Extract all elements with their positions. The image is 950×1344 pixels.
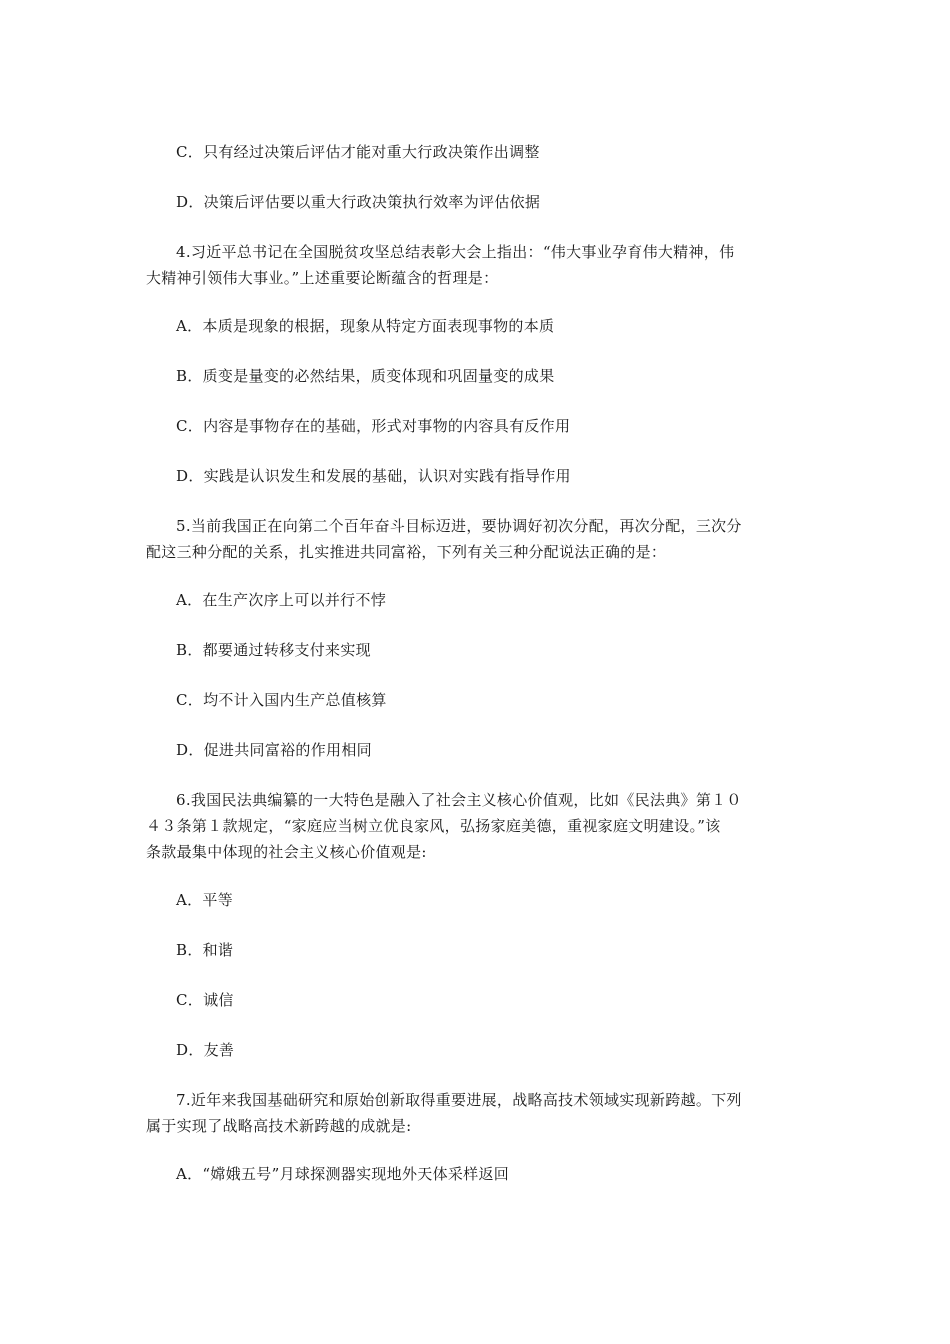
q6-option-a: A．平等 xyxy=(176,891,234,909)
q5-option-c: C．均不计入国内生产总值核算 xyxy=(176,691,387,709)
q6-option-b: B．和谐 xyxy=(176,941,234,959)
q4-stem-line-2: 大精神引领伟大事业。”上述重要论断蕴含的哲理是： xyxy=(146,269,499,287)
q7-stem-line-1: 7.近年来我国基础研究和原始创新取得重要进展，战略高技术领域实现新跨越。下列 xyxy=(176,1091,742,1109)
q5-stem-line-1: 5.当前我国正在向第二个百年奋斗目标迈进，要协调好初次分配，再次分配，三次分 xyxy=(176,517,742,535)
q6-stem-line-2: ４３条第１款规定，“家庭应当树立优良家风，弘扬家庭美德，重视家庭文明建设。”该 xyxy=(146,817,721,835)
q5-option-a: A．在生产次序上可以并行不悖 xyxy=(176,591,387,609)
q4-stem-line-1: 4.习近平总书记在全国脱贫攻坚总结表彰大会上指出：“伟大事业孕育伟大精神，伟 xyxy=(176,243,735,261)
q4-option-a: A．本质是现象的根据，现象从特定方面表现事物的本质 xyxy=(176,317,555,335)
q6-stem-line-1: 6.我国民法典编纂的一大特色是融入了社会主义核心价值观，比如《民法典》第１０ xyxy=(176,791,742,809)
q3-option-c: C．只有经过决策后评估才能对重大行政决策作出调整 xyxy=(176,143,540,161)
q7-stem-line-2: 属于实现了战略高技术新跨越的成就是: xyxy=(146,1117,412,1135)
q5-option-b: B．都要通过转移支付来实现 xyxy=(176,641,371,659)
q5-option-d: D．促进共同富裕的作用相同 xyxy=(176,741,372,759)
q5-stem-line-2: 配这三种分配的关系，扎实推进共同富裕，下列有关三种分配说法正确的是： xyxy=(146,543,667,561)
q7-option-a: A．“嫦娥五号”月球探测器实现地外天体采样返回 xyxy=(176,1165,510,1183)
q6-option-c: C．诚信 xyxy=(176,991,234,1009)
q6-option-d: D．友善 xyxy=(176,1041,235,1059)
q3-option-d: D．决策后评估要以重大行政决策执行效率为评估依据 xyxy=(176,193,541,211)
q4-option-b: B．质变是量变的必然结果，质变体现和巩固量变的成果 xyxy=(176,367,555,385)
q4-option-c: C．内容是事物存在的基础，形式对事物的内容具有反作用 xyxy=(176,417,571,435)
q4-option-d: D．实践是认识发生和发展的基础，认识对实践有指导作用 xyxy=(176,467,571,485)
q6-stem-line-3: 条款最集中体现的社会主义核心价值观是: xyxy=(146,843,427,861)
